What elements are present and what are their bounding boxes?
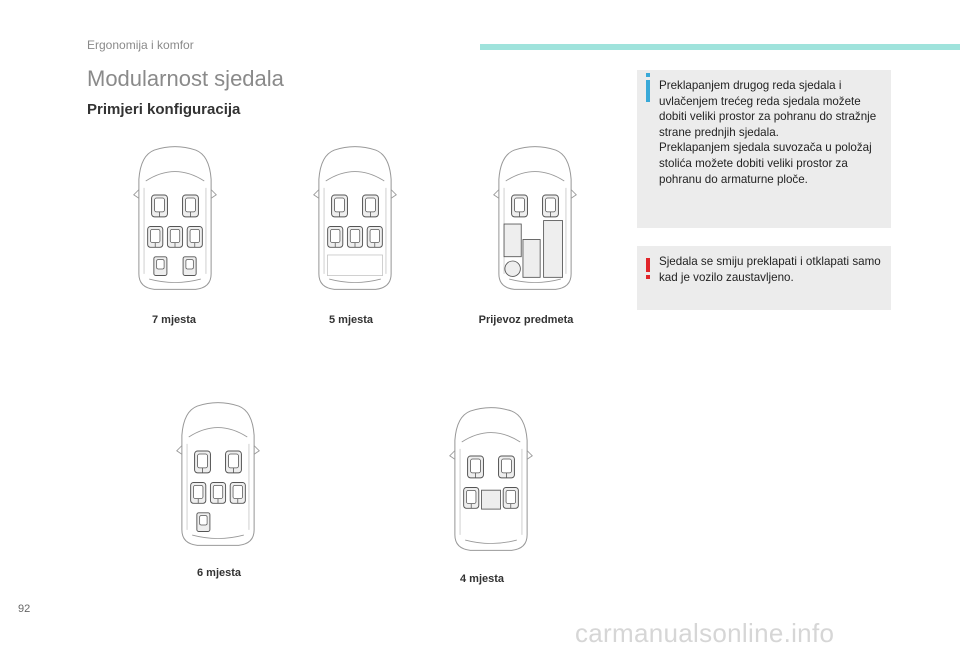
info-paragraph-1: Preklapanjem drugog reda sjedala i uvlačenjem trećeg reda sjedala možete dobiti veliki prostor za pohranu do stražnje strane prednjih sjedala.	[659, 79, 877, 139]
car-5-seats-diagram	[312, 134, 398, 302]
watermark: carmanualsonline.info	[575, 618, 835, 648]
section-subtitle: Primjeri konfiguracija	[87, 101, 241, 118]
section-accent-bar	[480, 44, 960, 50]
info-box	[637, 70, 891, 228]
car-4-seats-diagram	[448, 395, 534, 563]
car-6-seats-diagram	[175, 390, 261, 558]
caption-cargo: Prijevoz predmeta	[478, 314, 574, 326]
page-number: 92	[18, 603, 31, 615]
warning-box	[637, 246, 891, 310]
section-label: Ergonomija i komfor	[87, 38, 194, 52]
caption-7-seats: 7 mjesta	[151, 314, 197, 326]
warning-text: Sjedala se smiju preklapati i otklapati samo kad je vozilo zaustavljeno.	[659, 255, 881, 284]
info-text	[659, 78, 887, 187]
caption-5-seats: 5 mjesta	[328, 314, 374, 326]
info-paragraph-2: Preklapanjem sjedala suvozača u položaj stolića možete dobiti veliki prostor za pohranu do armaturne ploče.	[659, 141, 872, 186]
caption-4-seats: 4 mjesta	[459, 573, 505, 585]
info-icon	[646, 80, 650, 102]
caption-6-seats: 6 mjesta	[196, 567, 242, 579]
car-cargo-diagram	[492, 134, 578, 302]
car-7-seats-diagram	[132, 134, 218, 302]
warning-icon	[646, 258, 650, 272]
page-title: Modularnost sjedala	[87, 66, 284, 91]
